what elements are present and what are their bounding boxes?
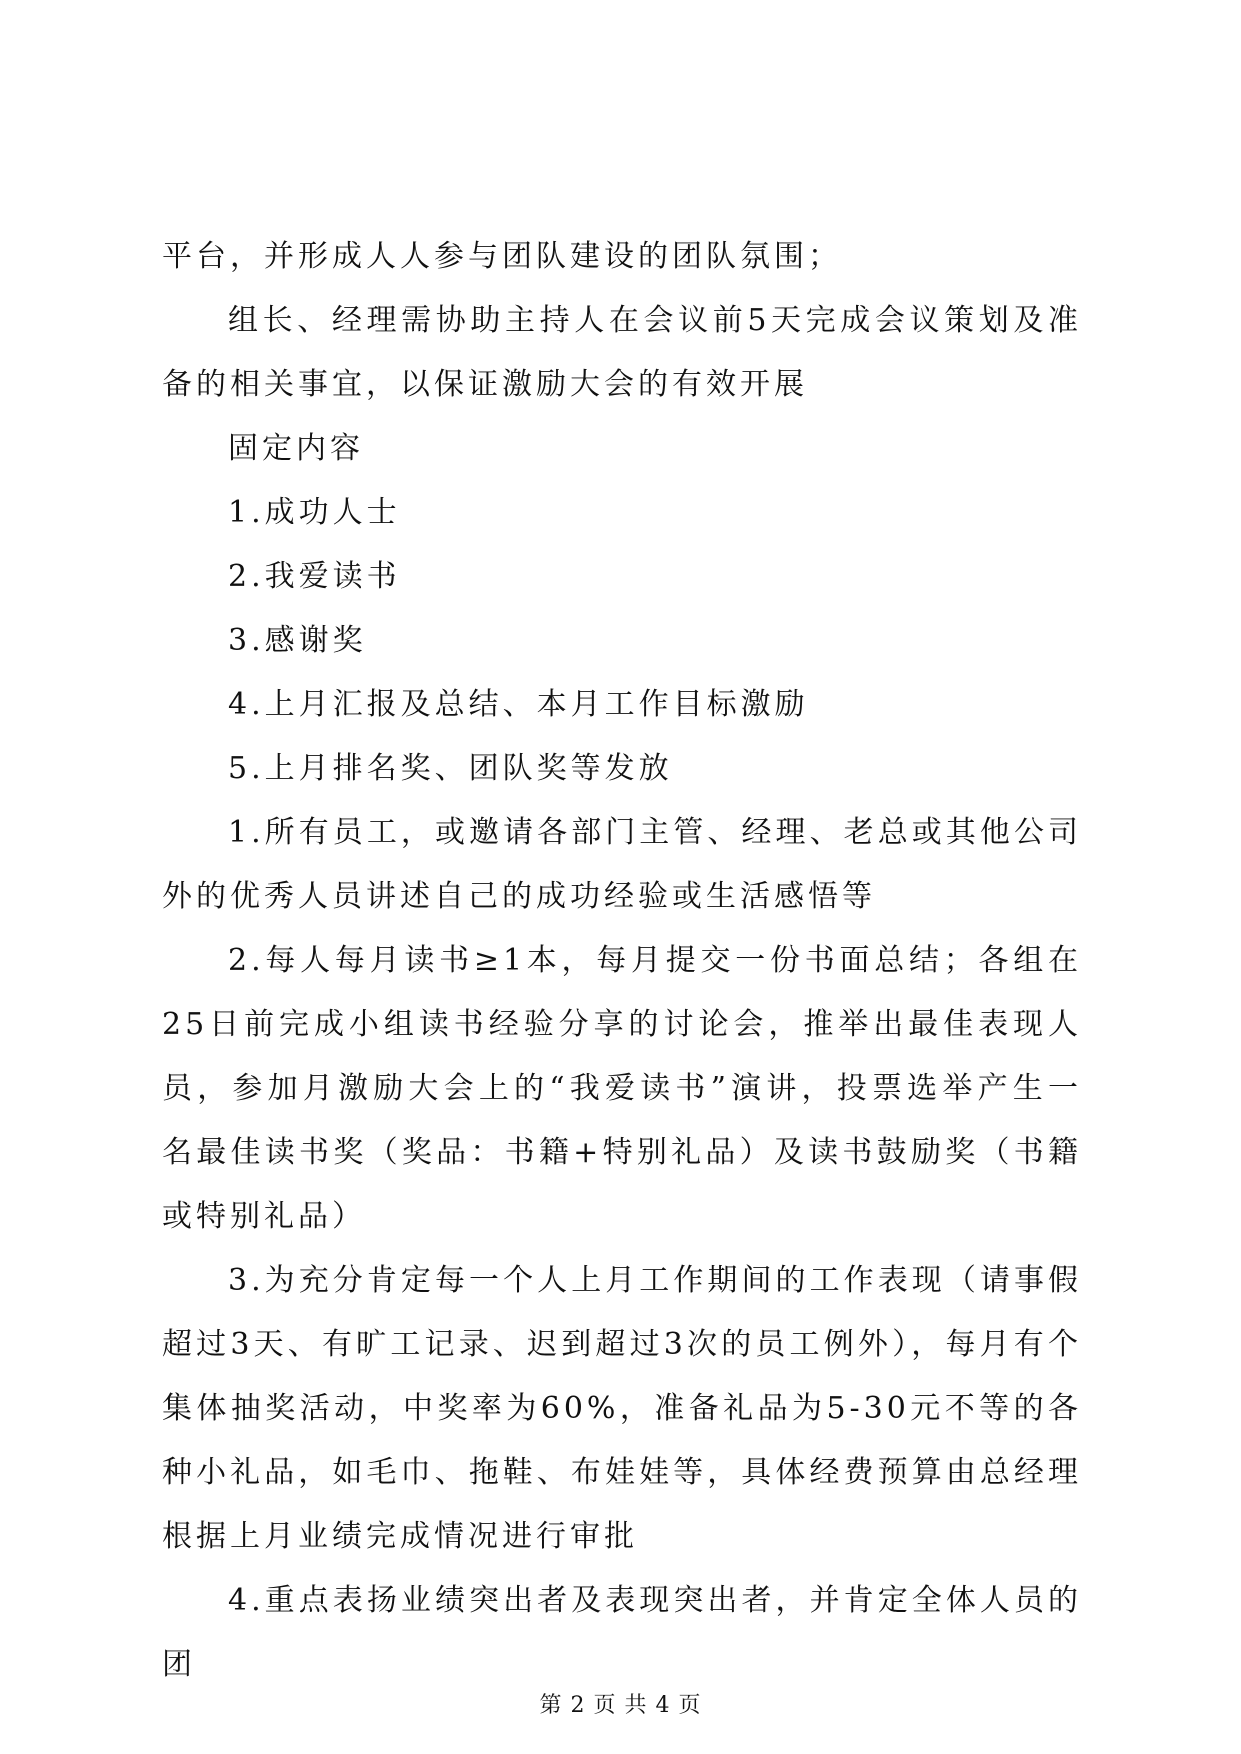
list-item: 2.我爱读书 xyxy=(228,559,401,594)
document-body xyxy=(162,225,1082,1697)
list-item: 1.成功人士 xyxy=(228,495,401,530)
paragraph: 2.每人每月读书≥1本，每月提交一份书面总结；各组在25日前完成小组读书经验分享的讨论会，推举出最佳表现人员，参加月激励大会上的“我爱读书”演讲，投票选举产生一名最佳读书奖（奖品：书籍+特别礼品）及读书鼓励奖（书籍或特别礼品） xyxy=(162,943,1082,1234)
section-heading: 固定内容 xyxy=(228,431,364,466)
list-item: 3.感谢奖 xyxy=(228,623,367,658)
list-item: 5.上月排名奖、团队奖等发放 xyxy=(228,751,673,786)
paragraph: 平台，并形成人人参与团队建设的团队氛围； xyxy=(162,239,842,274)
paragraph: 4.重点表扬业绩突出者及表现突出者，并肯定全体人员的团 xyxy=(162,1583,1082,1682)
paragraph: 1.所有员工，或邀请各部门主管、经理、老总或其他公司外的优秀人员讲述自己的成功经验或生活感悟等 xyxy=(162,815,1082,914)
paragraph: 组长、经理需协助主持人在会议前5天完成会议策划及准备的相关事宜，以保证激励大会的有效开展 xyxy=(162,303,1082,402)
paragraph: 3.为充分肯定每一个人上月工作期间的工作表现（请事假超过3天、有旷工记录、迟到超过3次的员工例外），每月有个集体抽奖活动，中奖率为60%，准备礼品为5-30元不等的各种小礼品，如毛巾、拖鞋、布娃娃等，具体经费预算由总经理根据上月业绩完成情况进行审批 xyxy=(162,1263,1082,1554)
page-number-footer: 第 2 页 共 4 页 xyxy=(539,1693,702,1718)
list-item: 4.上月汇报及总结、本月工作目标激励 xyxy=(228,687,809,722)
